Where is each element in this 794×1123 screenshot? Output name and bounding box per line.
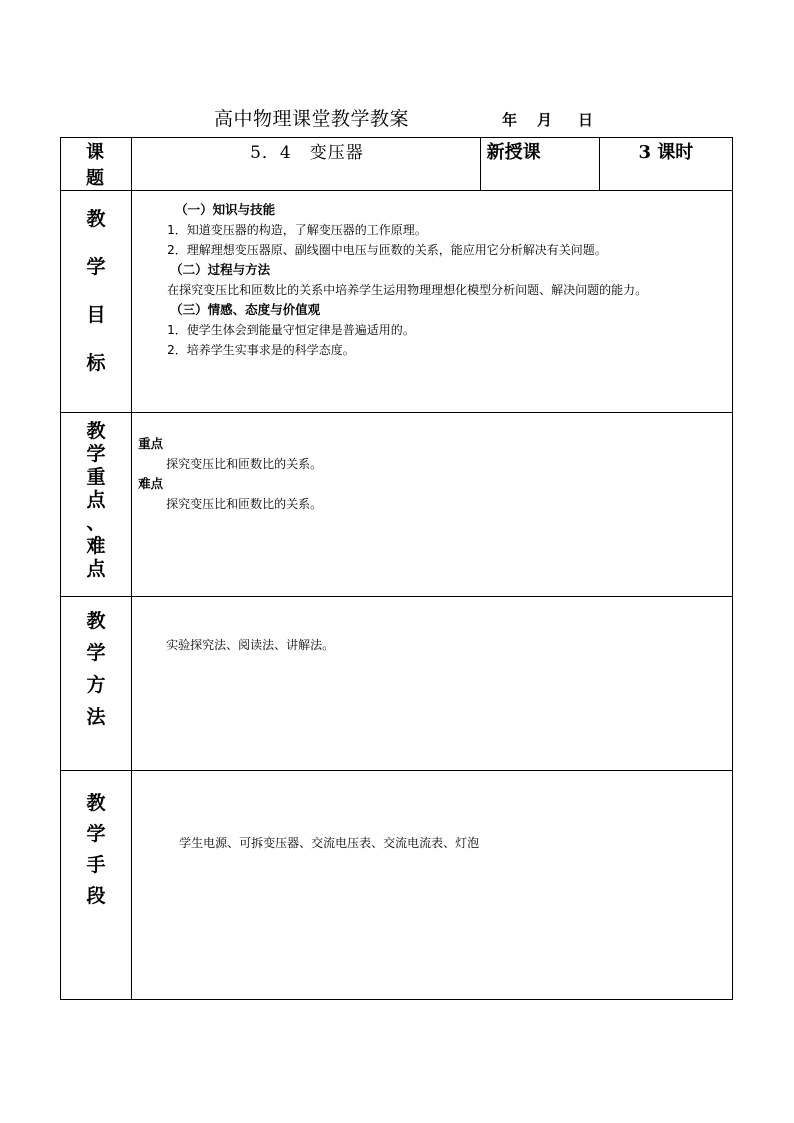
teaching-means-label-char: 学 xyxy=(86,823,106,845)
teaching-means-label-char: 手 xyxy=(86,854,106,876)
lesson-plan-table xyxy=(60,137,733,1000)
key-points-label-char: 点 xyxy=(86,489,106,511)
key-points-label-char: 点 xyxy=(86,558,106,580)
objectives-section-heading: （一）知识与技能 xyxy=(175,202,276,217)
teaching-means-label-char: 段 xyxy=(86,885,106,907)
key-points-label-char: 教 xyxy=(86,420,106,442)
teaching-methods-label-char: 学 xyxy=(86,642,106,664)
lesson-type: 新授课 xyxy=(480,138,599,191)
objectives-content xyxy=(132,191,733,413)
key-points-content xyxy=(132,413,733,597)
document-title: 高中物理课堂教学教案 xyxy=(214,108,410,130)
key-point-text: 探究变压比和匝数比的关系。 xyxy=(166,457,323,471)
objectives-label-char: 学 xyxy=(86,256,106,278)
key-points-label-char: 、 xyxy=(86,512,106,534)
key-points-label-char: 难 xyxy=(86,535,106,557)
key-points-row xyxy=(61,413,733,597)
key-point-heading: 重点 xyxy=(138,436,164,451)
objectives-label-char: 教 xyxy=(86,208,106,230)
teaching-methods-label-char: 法 xyxy=(86,706,106,728)
objectives-label xyxy=(61,191,132,413)
key-points-label-char: 重 xyxy=(86,466,106,488)
difficult-point-text: 探究变压比和匝数比的关系。 xyxy=(166,497,323,511)
objectives-section-heading: （三）情感、态度与价值观 xyxy=(170,302,321,317)
objectives-item: 1．使学生体会到能量守恒定律是普遍适用的。 xyxy=(167,323,415,337)
topic-label: 课 题 xyxy=(61,138,132,191)
objectives-label-char: 标 xyxy=(86,352,106,374)
teaching-methods-label-char: 教 xyxy=(86,610,106,632)
objectives-item: 2．培养学生实事求是的科学态度。 xyxy=(167,343,355,357)
objectives-label-char: 目 xyxy=(86,304,106,326)
date-day-label: 日 xyxy=(578,111,594,129)
teaching-methods-text: 实验探究法、阅读法、讲解法。 xyxy=(166,638,335,652)
teaching-means-text: 学生电源、可拆变压器、交流电压表、交流电流表、灯泡 xyxy=(179,836,480,850)
table-header-row xyxy=(61,138,733,191)
date-year-label: 年 xyxy=(502,111,518,129)
difficult-point-heading: 难点 xyxy=(138,476,164,491)
topic-title: 5．4 变压器 xyxy=(132,138,481,191)
date-month-label: 月 xyxy=(537,111,553,129)
teaching-means-content xyxy=(132,771,733,1000)
lesson-hours: 3 课时 xyxy=(599,138,732,191)
teaching-methods-label-char: 方 xyxy=(86,674,106,696)
objectives-row xyxy=(61,191,733,413)
title-line xyxy=(0,106,794,132)
objectives-section-heading: （二）过程与方法 xyxy=(170,262,271,277)
objectives-item: 2．理解理想变压器原、副线圈中电压与匝数的关系，能应用它分析解决有关问题。 xyxy=(167,243,607,257)
objectives-item: 1．知道变压器的构造，了解变压器的工作原理。 xyxy=(167,223,427,237)
key-points-label-char: 学 xyxy=(86,443,106,465)
teaching-means-label xyxy=(61,771,132,1000)
teaching-methods-label xyxy=(61,597,132,771)
teaching-methods-content xyxy=(132,597,733,771)
key-points-label xyxy=(61,413,132,597)
objectives-item: 在探究变压比和匝数比的关系中培养学生运用物理理想化模型分析问题、解决问题的能力。 xyxy=(167,283,648,297)
teaching-methods-row xyxy=(61,597,733,771)
teaching-means-row xyxy=(61,771,733,1000)
teaching-means-label-char: 教 xyxy=(86,792,106,814)
